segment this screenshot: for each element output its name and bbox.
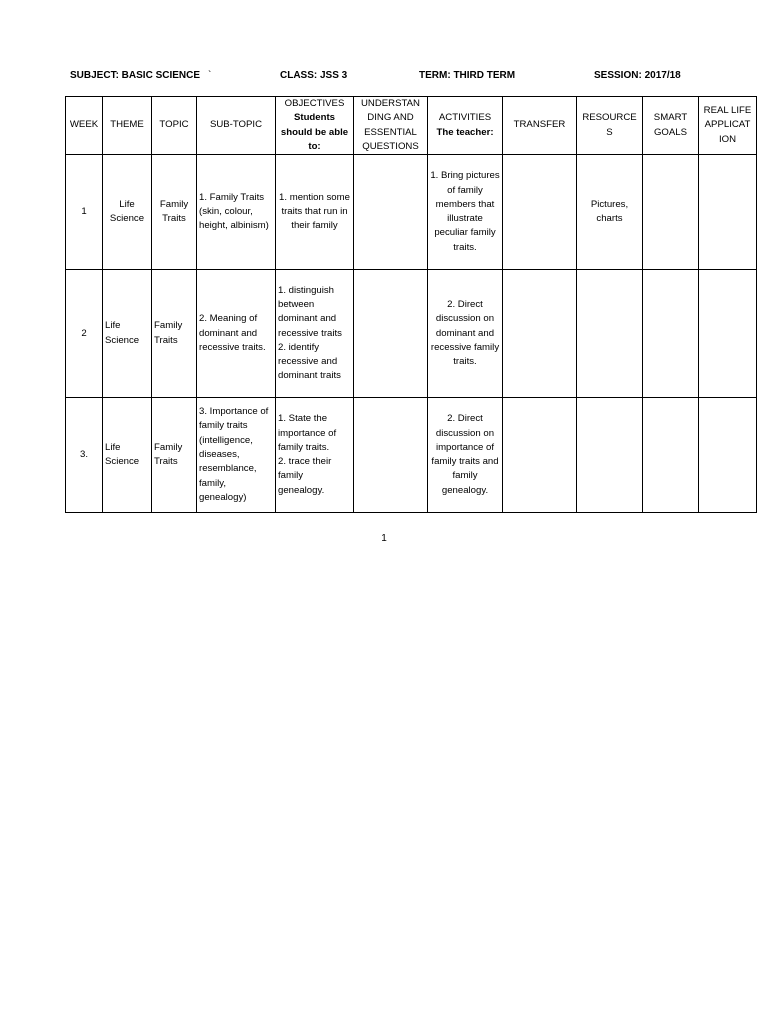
- table-row: [66, 270, 757, 398]
- real-life-cell: [699, 155, 757, 270]
- header-sub-topic: SUB-TOPIC: [197, 97, 276, 155]
- header-theme: THEME: [103, 97, 152, 155]
- activities-cell: 2. Direct discussion on importance of family traits and family genealogy.: [428, 398, 503, 513]
- header-resources: RESOURCE S: [577, 97, 643, 155]
- document-header: [0, 70, 768, 84]
- header-understanding: UNDERSTAN DING AND ESSENTIAL QUESTIONS: [354, 97, 428, 155]
- week-cell: 3.: [66, 398, 103, 513]
- objectives-cell: 1. distinguish between dominant and recessive traits 2. identify recessive and dominant traits: [276, 270, 354, 398]
- theme-cell: Life Science: [103, 270, 152, 398]
- smart-goals-cell: [643, 398, 699, 513]
- activities-cell: 2. Direct discussion on dominant and recessive family traits.: [428, 270, 503, 398]
- table-row: [66, 155, 757, 270]
- subject-label: SUBJECT: BASIC SCIENCE: [70, 70, 201, 81]
- stray-mark: `: [208, 70, 212, 81]
- theme-cell: Life Science: [103, 398, 152, 513]
- topic-cell: Family Traits: [152, 270, 197, 398]
- header-activities-title: ACTIVITIES: [438, 112, 492, 124]
- topic-cell: Family Traits: [152, 398, 197, 513]
- header-objectives-sub: Students should be able to:: [280, 112, 349, 152]
- resources-cell: [577, 270, 643, 398]
- real-life-cell: [699, 398, 757, 513]
- real-life-cell: [699, 270, 757, 398]
- resources-cell: Pictures, charts: [577, 155, 643, 270]
- term-label: TERM: THIRD TERM: [419, 70, 516, 81]
- transfer-cell: [503, 398, 577, 513]
- objectives-cell: 1. mention some traits that run in their family: [276, 155, 354, 270]
- resources-cell: [577, 398, 643, 513]
- sub-topic-cell: 3. Importance of family traits (intelligence, diseases, resemblance, family, genealogy): [197, 398, 276, 513]
- activities-cell: 1. Bring pictures of family members that illustrate peculiar family traits.: [428, 155, 503, 270]
- understanding-cell: [354, 398, 428, 513]
- sub-topic-cell: 2. Meaning of dominant and recessive traits.: [197, 270, 276, 398]
- week-cell: 1: [66, 155, 103, 270]
- header-smart-goals: SMART GOALS: [643, 97, 699, 155]
- header-objectives-title: OBJECTIVES: [284, 98, 345, 109]
- smart-goals-cell: [643, 270, 699, 398]
- table-row: [66, 398, 757, 513]
- header-real-life: REAL LIFE APPLICAT ION: [699, 97, 757, 155]
- page-number: 1: [381, 533, 387, 544]
- header-topic: TOPIC: [152, 97, 197, 155]
- theme-cell: Life Science: [103, 155, 152, 270]
- class-label: CLASS: JSS 3: [280, 70, 348, 81]
- understanding-cell: [354, 155, 428, 270]
- smart-goals-cell: [643, 155, 699, 270]
- transfer-cell: [503, 155, 577, 270]
- header-activities: [428, 97, 503, 155]
- header-week: WEEK: [66, 97, 103, 155]
- header-objectives: [276, 97, 354, 155]
- topic-cell: Family Traits: [152, 155, 197, 270]
- objectives-cell: 1. State the importance of family traits. 2. trace their family genealogy.: [276, 398, 354, 513]
- header-activities-sub: The teacher:: [436, 126, 494, 138]
- understanding-cell: [354, 270, 428, 398]
- week-cell: 2: [66, 270, 103, 398]
- sub-topic-cell: 1. Family Traits (skin, colour, height, albinism): [197, 155, 276, 270]
- session-label: SESSION: 2017/18: [594, 70, 681, 81]
- header-transfer: TRANSFER: [503, 97, 577, 155]
- transfer-cell: [503, 270, 577, 398]
- table-header-row: [66, 97, 757, 155]
- scheme-of-work-table: [65, 96, 757, 513]
